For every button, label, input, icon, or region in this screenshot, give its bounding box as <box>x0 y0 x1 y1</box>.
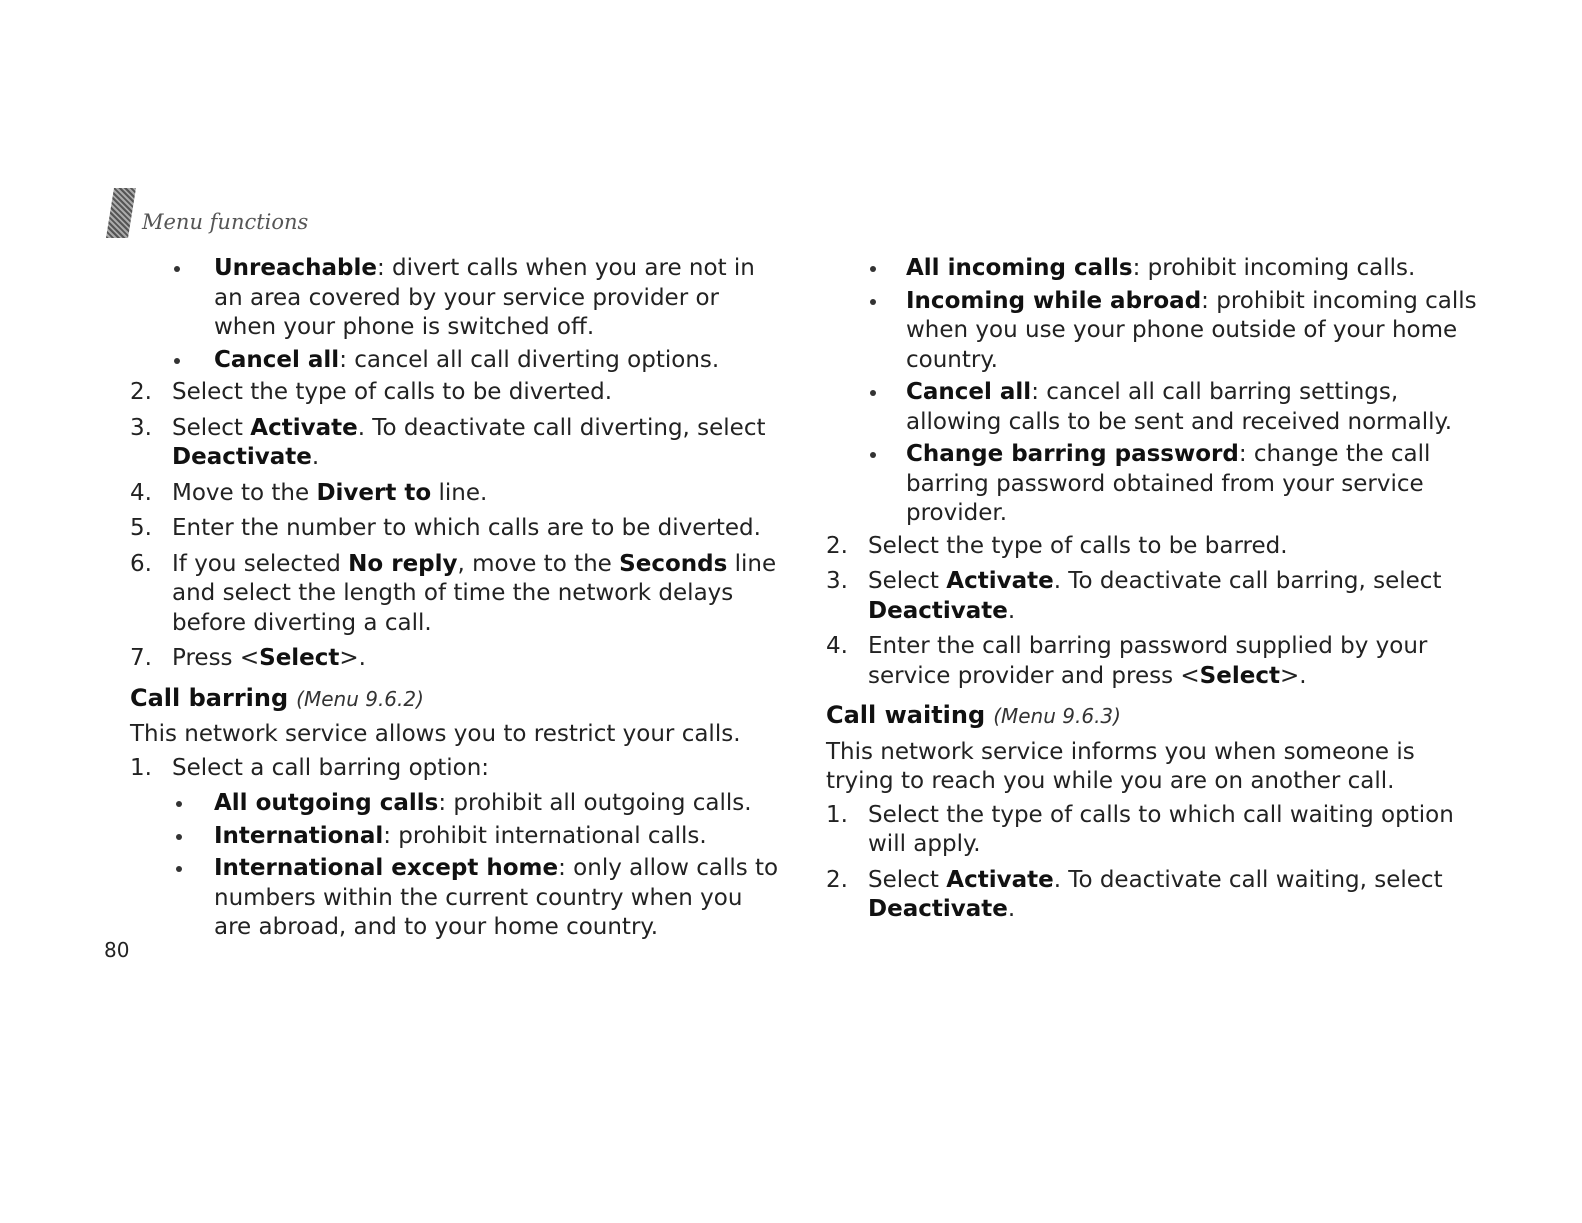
step-item: 1. Select the type of calls to which call waiting option will apply. <box>826 801 1454 857</box>
list-item: All incoming calls: prohibit incoming calls. <box>826 254 1486 284</box>
step-item: 2. Select Activate. To deactivate call waiting, select Deactivate. <box>826 866 1443 922</box>
step-item: 6. If you selected No reply, move to the Seconds line and select the length of time the network delays before diverting a call. <box>130 550 777 636</box>
list-item: Incoming while abroad: prohibit incoming calls when you use your phone outside of your home country. <box>826 287 1486 376</box>
list-item: Cancel all: cancel all call barring settings, allowing calls to be sent and received normally. <box>826 378 1486 437</box>
right-steps <box>826 532 1486 692</box>
right-column <box>826 254 1486 931</box>
step-item: 4. Move to the Divert to line. <box>130 479 488 506</box>
left-bullets-bottom <box>130 789 780 943</box>
list-item: Unreachable: divert calls when you are not in an area covered by your service provider or when your phone is switched off. <box>130 254 780 343</box>
step-item: 3. Select Activate. To deactivate call diverting, select Deactivate. <box>130 414 766 470</box>
step-item: 4. Enter the call barring password supplied by your service provider and press <Select>. <box>826 633 1428 689</box>
step-item: 7. Press <Select>. <box>130 645 366 671</box>
header-title: Menu functions <box>142 210 309 234</box>
step-item: 2. Select the type of calls to be diverted. <box>130 379 613 405</box>
right-steps-2 <box>826 801 1486 925</box>
list-item: Change barring password: change the call barring password obtained from your service provider. <box>826 440 1486 529</box>
left-bullets-top <box>130 254 780 375</box>
step-item: 3. Select Activate. To deactivate call barring, select Deactivate. <box>826 568 1442 624</box>
section-intro: This network service allows you to restrict your calls. <box>130 721 741 747</box>
list-item: Cancel all: cancel all call diverting options. <box>130 346 780 376</box>
left-column <box>130 254 780 946</box>
section-intro: This network service informs you when someone is trying to reach you while you are on another call. <box>826 738 1415 794</box>
header-bar-icon <box>106 188 136 238</box>
list-item: All outgoing calls: prohibit all outgoing calls. <box>172 789 780 819</box>
step-item: 1. Select a call barring option: <box>130 754 490 781</box>
page-number: 80 <box>104 938 130 962</box>
step-item: 2. Select the type of calls to be barred. <box>826 532 1288 559</box>
section-heading-call-barring: Call barring (Menu 9.6.2) <box>130 683 424 712</box>
left-steps <box>130 378 780 674</box>
section-heading-call-waiting: Call waiting (Menu 9.6.3) <box>826 701 1121 729</box>
list-item: International except home: only allow calls to numbers within the current country when you are abroad, and to your home country. <box>172 854 780 943</box>
right-bullets <box>826 254 1486 529</box>
list-item: International: prohibit international calls. <box>172 822 780 852</box>
step-item: 5. Enter the number to which calls are to be diverted. <box>130 515 761 541</box>
